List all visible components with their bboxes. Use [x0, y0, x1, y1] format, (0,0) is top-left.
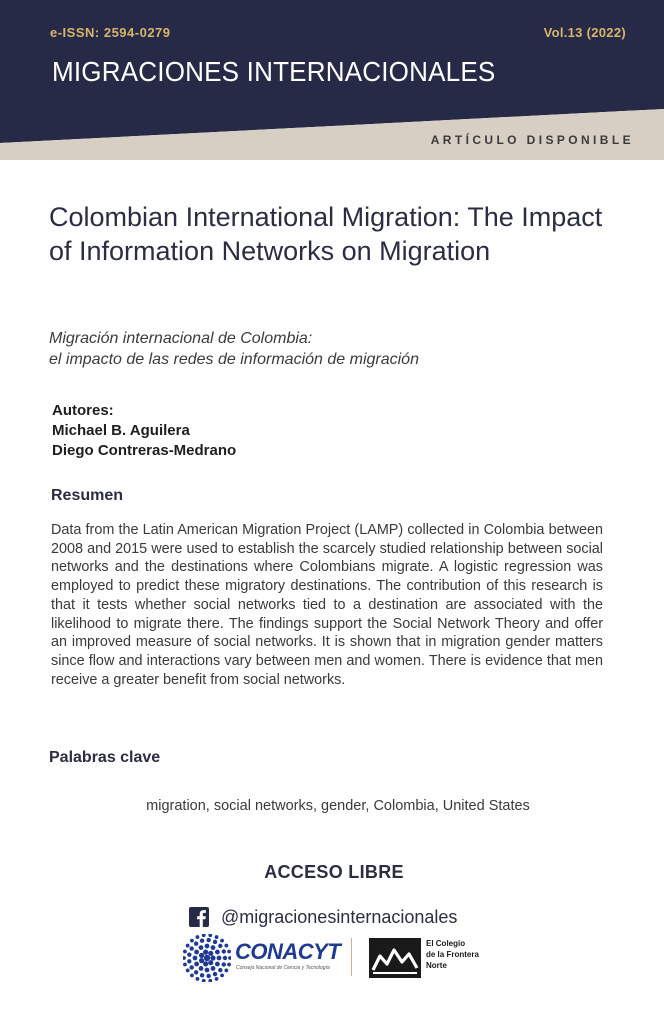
conacyt-logo-dot: [206, 974, 210, 978]
conacyt-logo-dot: [208, 960, 213, 965]
social-handle: @migracionesinternacionales: [221, 906, 458, 927]
conacyt-logo-dot: [211, 945, 216, 950]
conacyt-logo-dot: [205, 968, 210, 973]
conacyt-logo-dot: [203, 961, 208, 966]
conacyt-logo-dot: [183, 956, 186, 960]
conacyt-logo-dot: [222, 962, 226, 966]
conacyt-logo-dot: [203, 950, 208, 955]
conacyt-logo-dot: [194, 941, 198, 945]
conacyt-logo-dot: [208, 951, 213, 956]
conacyt-logo-dot: [183, 950, 187, 954]
abstract-text: Data from the Latin American Migration Project (LAMP) collected in Colombia between 2008 and 2015 were used to establish the scarcely studied relationship between social networks and the destinations where Colombians migrate. A logistic regression was employed to predict these migratory destinations. The contribution of this research is that it tests whether social networks tied to a destination are associated with the likelihood to migrate there. The findings support the Social Network Theory and offer an improved measure of social networks. It is shown that in migration gender matters since flow and interactions vary between men and women. There is evidence that men receive a greater benefit from social networks.: [51, 522, 603, 688]
conacyt-logo-dot: [202, 979, 206, 982]
abstract-heading: Resumen: [51, 487, 124, 504]
conacyt-logo-dot: [218, 968, 222, 972]
conacyt-logo-dot: [199, 953, 204, 958]
colef-name-line: de la Frontera: [426, 950, 479, 959]
conacyt-logo-dot: [224, 969, 228, 973]
issn-label: e-ISSN: 2594-0279: [50, 25, 171, 40]
conacyt-logo-dot: [196, 935, 200, 939]
conacyt-logo-dot: [205, 944, 210, 949]
authors-label: Autores:: [52, 402, 114, 419]
conacyt-logo-dot: [215, 977, 219, 981]
conacyt-logo-dot: [199, 945, 204, 950]
conacyt-logo-dot: [213, 972, 217, 976]
conacyt-logo-dot: [193, 956, 198, 961]
institution-logos: [183, 934, 503, 980]
conacyt-logo-dot: [186, 969, 190, 973]
conacyt-logo-dot: [222, 949, 226, 953]
conacyt-logo-dot: [194, 970, 198, 974]
conacyt-logo-dot: [215, 962, 220, 967]
conacyt-logo-dot: [206, 938, 210, 942]
conacyt-logo-dot: [189, 965, 193, 969]
article-title-english: Colombian International Migration: The Impact of Information Networks on Migration: [49, 202, 603, 266]
conacyt-logo-dot: [196, 977, 200, 981]
conacyt-logo-dot: [213, 940, 217, 944]
conacyt-logo-dot: [227, 963, 231, 967]
conacyt-logo-dot: [215, 950, 220, 955]
conacyt-logo-dot: [224, 944, 228, 948]
conacyt-logo-dot: [187, 959, 191, 963]
author-name: Diego Contreras-Medrano: [52, 442, 237, 459]
conacyt-logo-dot: [204, 955, 210, 961]
conacyt-logo-dot: [215, 935, 219, 939]
conacyt-logo-dot: [189, 946, 193, 950]
open-access-label: ACCESO LIBRE: [264, 862, 404, 882]
conacyt-logo-dot: [208, 979, 212, 982]
colef-logo-icon: [369, 938, 421, 978]
conacyt-logo-dot: [202, 934, 206, 937]
conacyt-logo-dot: [220, 939, 224, 943]
conacyt-logo-dot: [228, 956, 231, 960]
article-title-spanish-line1: Migración internacional de Colombia:: [49, 330, 313, 347]
conacyt-logo-dot: [187, 952, 191, 956]
conacyt-logo-dot: [200, 938, 204, 942]
facebook-icon: [189, 907, 209, 927]
journal-title: MIGRACIONES INTERNACIONALES: [52, 56, 496, 87]
conacyt-logo-dot: [190, 973, 194, 977]
conacyt-logo-dot: [186, 944, 190, 948]
conacyt-subtitle: Consejo Nacional de Ciencia y Tecnología: [236, 965, 330, 971]
conacyt-logo-dot: [220, 973, 224, 977]
authors-block: [52, 401, 236, 461]
volume-label: Vol.13 (2022): [543, 25, 626, 40]
conacyt-logo-dot: [194, 962, 199, 967]
conacyt-logo-dot: [223, 956, 227, 960]
conacyt-logo-dot: [194, 950, 199, 955]
social-link[interactable]: [189, 904, 457, 930]
keywords-text: migration, social networks, gender, Colombia, United States: [146, 798, 530, 814]
availability-status: ARTÍCULO DISPONIBLE: [430, 133, 634, 147]
conacyt-logo-icon: [183, 934, 231, 982]
conacyt-name: CONACYT: [235, 939, 341, 964]
colef-name-line: Norte: [426, 961, 447, 970]
conacyt-logo-dot: [183, 963, 187, 967]
conacyt-logo-dot: [208, 934, 212, 937]
conacyt-logo-dot: [199, 966, 204, 971]
article-title-spanish: [49, 328, 609, 370]
keywords-heading: Palabras clave: [49, 749, 161, 766]
conacyt-logo-dot: [210, 955, 215, 960]
conacyt-logo-dot: [199, 958, 204, 963]
conacyt-logo-dot: [190, 939, 194, 943]
article-title-spanish-line2: el impacto de las redes de información de migración: [49, 351, 419, 368]
conacyt-logo-dot: [217, 956, 222, 961]
logo-divider: [351, 938, 352, 976]
conacyt-logo-dot: [200, 973, 204, 977]
journal-header: [0, 0, 664, 160]
conacyt-logo-dot: [218, 944, 222, 948]
conacyt-logo-dot: [227, 950, 231, 954]
colef-name: [426, 938, 479, 971]
author-name: Michael B. Aguilera: [52, 422, 190, 439]
conacyt-logo-dot: [211, 966, 216, 971]
colef-name-line: El Colegio: [426, 939, 466, 948]
